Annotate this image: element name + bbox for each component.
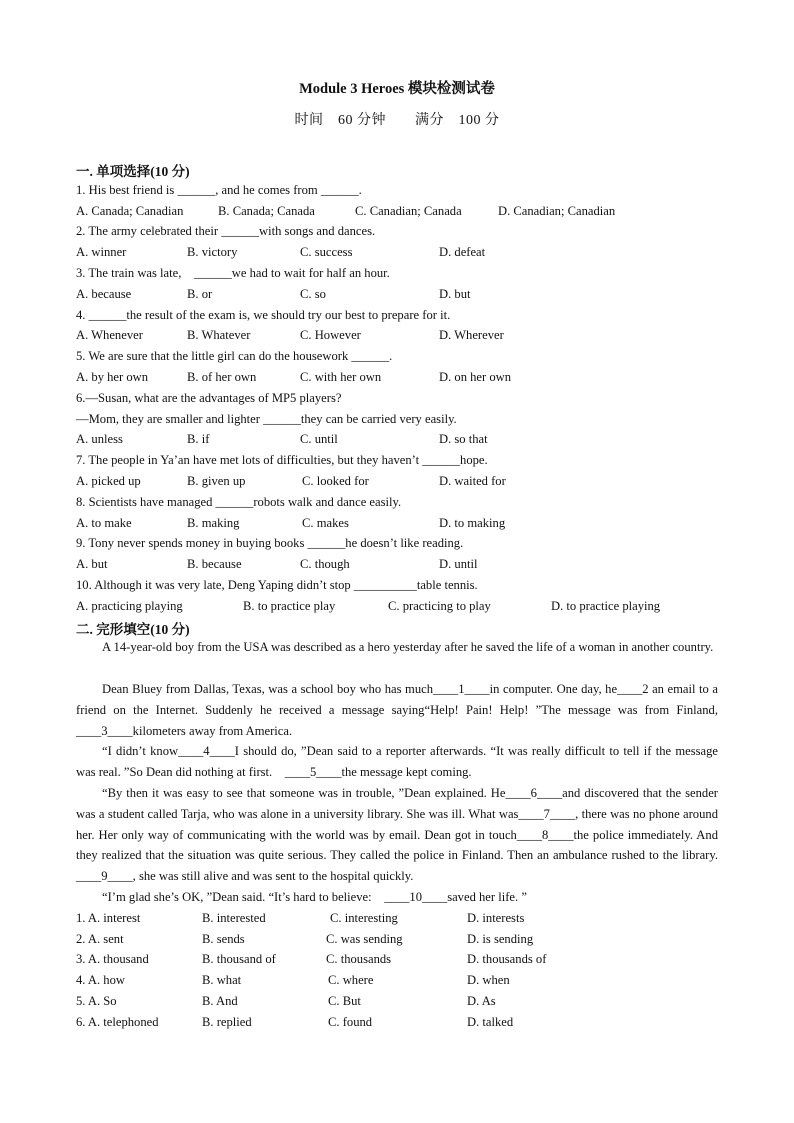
option-d: D. waited for bbox=[439, 474, 506, 488]
option-a: A. but bbox=[76, 557, 108, 571]
option-b: B. Whatever bbox=[187, 328, 251, 342]
option-a: A. Canada; Canadian bbox=[76, 204, 184, 218]
option-a: A. Whenever bbox=[76, 328, 143, 342]
cloze-option-c: C. where bbox=[328, 973, 374, 987]
question: 10. Although it was very late, Deng Yaping didn’t stop __________table tennis. bbox=[76, 578, 478, 592]
option-a: A. practicing playing bbox=[76, 599, 183, 613]
cloze-option-c: C. But bbox=[328, 994, 361, 1008]
question: 9. Tony never spends money in buying books ______he doesn’t like reading. bbox=[76, 536, 464, 550]
option-d: D. but bbox=[439, 287, 471, 301]
option-c: C. though bbox=[300, 557, 350, 571]
cloze-paragraph: Dean Bluey from Dallas, Texas, was a school boy who has much____1____in computer. One day, he____2 an email to a friend on the Internet. Suddenly he received a message saying“Help! Pain! Help! ”The message was from Finland, ____3____kilometers away from America. bbox=[76, 682, 731, 738]
option-a: A. to make bbox=[76, 516, 132, 530]
option-d: D. Canadian; Canadian bbox=[498, 204, 616, 218]
option-b: B. if bbox=[187, 432, 210, 446]
cloze-option-a: 5. A. So bbox=[76, 994, 117, 1008]
option-c: C. However bbox=[300, 328, 361, 342]
cloze-paragraph: “By then it was easy to see that someone was in trouble, ”Dean explained. He____6____and discovered that the sender was a student called Tarja, who was alone in a university library. She was ill. What was____7____, there was no phone around her. Her only way of communicating with the world was by email. Dean got in touch____8____the police immediately. And they realized that the situation was quite serious. They called the police in Finland. Then an ambulance rushed to the library. ____9____, she was still alive and was sent to the hospital quickly. bbox=[76, 786, 731, 884]
option-d: D. until bbox=[439, 557, 478, 571]
question: 7. The people in Ya’an have met lots of difficulties, but they haven’t ______hope. bbox=[76, 453, 488, 467]
option-c: C. Canadian; Canada bbox=[355, 204, 462, 218]
cloze-option-d: D. is sending bbox=[467, 932, 534, 946]
cloze-option-b: B. thousand of bbox=[202, 952, 276, 966]
option-b: B. because bbox=[187, 557, 242, 571]
option-d: D. to making bbox=[439, 516, 506, 530]
cloze-paragraph: “I’m glad she’s OK, ”Dean said. “It’s hard to believe: ____10____saved her life. ” bbox=[102, 890, 527, 904]
cloze-option-c: C. interesting bbox=[330, 911, 398, 925]
cloze-option-c: C. found bbox=[328, 1015, 373, 1029]
cloze-option-a: 4. A. how bbox=[76, 973, 125, 987]
option-b: B. Canada; Canada bbox=[218, 204, 315, 218]
option-a: A. picked up bbox=[76, 474, 141, 488]
cloze-option-d: D. As bbox=[467, 994, 496, 1008]
cloze-paragraph: “I didn’t know____4____I should do, ”Dean said to a reporter afterwards. “It was really difficult to tell if the message was real. ”So Dean did nothing at first. ____5____the message kept coming. bbox=[76, 744, 718, 779]
question: 4. ______the result of the exam is, we should try our best to prepare for it. bbox=[76, 308, 451, 322]
cloze-option-b: B. replied bbox=[202, 1015, 252, 1029]
option-c: C. makes bbox=[302, 516, 349, 530]
cloze-option-c: C. was sending bbox=[326, 932, 403, 946]
cloze-option-a: 2. A. sent bbox=[76, 932, 124, 946]
question: 5. We are sure that the little girl can do the housework ______. bbox=[76, 349, 393, 363]
section-heading-cloze: 二. 完形填空(10 分) bbox=[76, 622, 190, 637]
page-title: Module 3 Heroes 模块检测试卷 bbox=[299, 81, 495, 97]
cloze-option-b: B. And bbox=[202, 994, 238, 1008]
question: 6.—Susan, what are the advantages of MP5 players? bbox=[76, 391, 342, 405]
cloze-option-a: 6. A. telephoned bbox=[76, 1015, 159, 1029]
option-b: B. of her own bbox=[187, 370, 257, 384]
cloze-option-b: B. interested bbox=[202, 911, 266, 925]
question: 3. The train was late, ______we had to wait for half an hour. bbox=[76, 266, 390, 280]
option-d: D. to practice playing bbox=[551, 599, 661, 613]
option-b: B. or bbox=[187, 287, 213, 301]
cloze-option-d: D. talked bbox=[467, 1015, 514, 1029]
option-b: B. making bbox=[187, 516, 240, 530]
cloze-option-d: D. thousands of bbox=[467, 952, 547, 966]
cloze-paragraph: A 14-year-old boy from the USA was described as a hero yesterday after he saved the life of a woman in another country. bbox=[102, 640, 714, 654]
cloze-option-a: 1. A. interest bbox=[76, 911, 141, 925]
option-d: D. so that bbox=[439, 432, 488, 446]
option-c: C. looked for bbox=[302, 474, 369, 488]
option-a: A. because bbox=[76, 287, 132, 301]
option-c: C. so bbox=[300, 287, 326, 301]
option-d: D. defeat bbox=[439, 245, 486, 259]
option-c: C. practicing to play bbox=[388, 599, 491, 613]
option-d: D. on her own bbox=[439, 370, 512, 384]
cloze-option-d: D. when bbox=[467, 973, 510, 987]
option-c: C. with her own bbox=[300, 370, 382, 384]
option-a: A. by her own bbox=[76, 370, 149, 384]
question: 1. His best friend is ______, and he comes from ______. bbox=[76, 183, 362, 197]
option-a: A. unless bbox=[76, 432, 123, 446]
cloze-option-d: D. interests bbox=[467, 911, 525, 925]
option-d: D. Wherever bbox=[439, 328, 504, 342]
option-c: C. success bbox=[300, 245, 353, 259]
cloze-option-c: C. thousands bbox=[326, 952, 392, 966]
option-c: C. until bbox=[300, 432, 338, 446]
option-b: B. given up bbox=[187, 474, 246, 488]
section-heading-multiple-choice: 一. 单项选择(10 分) bbox=[76, 164, 190, 179]
question-continued: —Mom, they are smaller and lighter ______they can be carried very easily. bbox=[76, 412, 457, 426]
cloze-option-b: B. sends bbox=[202, 932, 245, 946]
page-subtitle: 时间 60 分钟 满分 100 分 bbox=[294, 113, 500, 128]
cloze-option-a: 3. A. thousand bbox=[76, 952, 149, 966]
option-a: A. winner bbox=[76, 245, 127, 259]
question: 8. Scientists have managed ______robots walk and dance easily. bbox=[76, 495, 402, 509]
option-b: B. victory bbox=[187, 245, 238, 259]
cloze-option-b: B. what bbox=[202, 973, 242, 987]
option-b: B. to practice play bbox=[243, 599, 336, 613]
question: 2. The army celebrated their ______with songs and dances. bbox=[76, 224, 376, 238]
